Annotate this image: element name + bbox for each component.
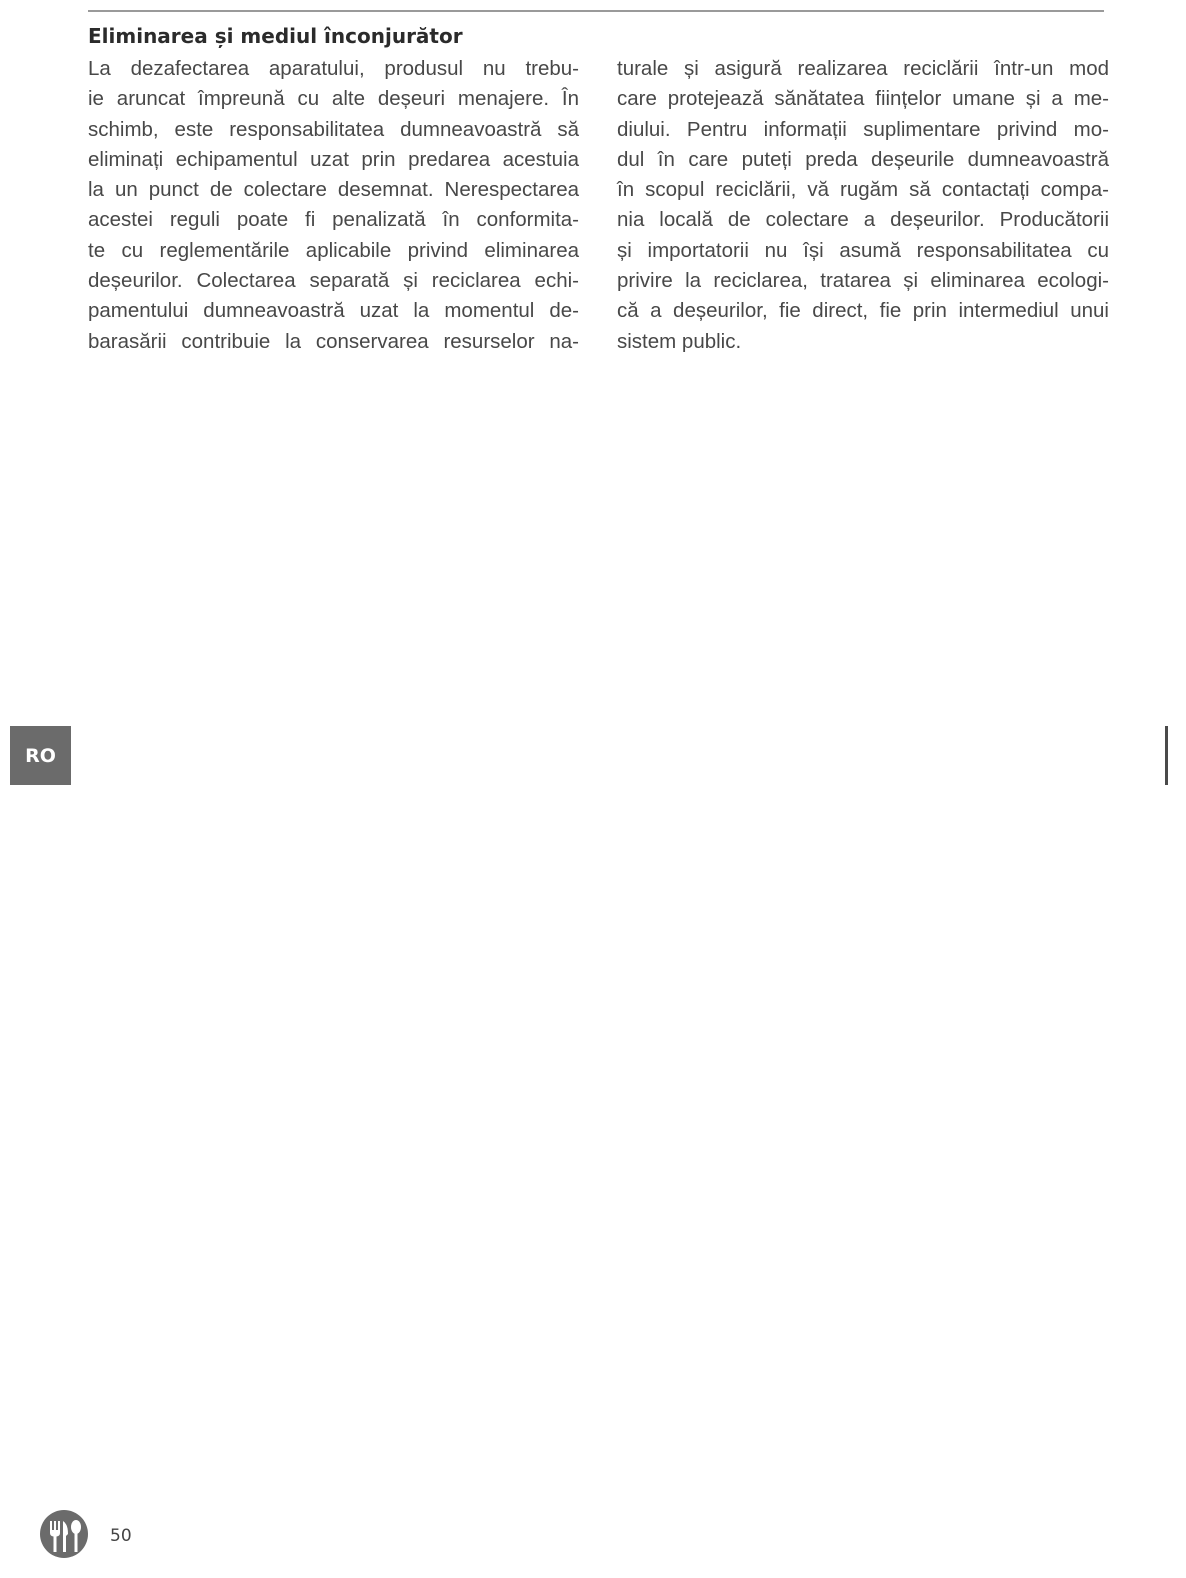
text-line: dul în care puteți preda deșeurile dumneavoastră xyxy=(617,147,1109,171)
text-line: barasării contribuie la conservarea resurselor na- xyxy=(88,329,579,353)
text-line: La dezafectarea aparatului, produsul nu trebu- xyxy=(88,57,579,80)
text-line: schimb, este responsabilitatea dumneavoastră să xyxy=(88,117,579,141)
text-line: te cu reglementările aplicabile privind eliminarea xyxy=(88,238,579,262)
page-number: 50 xyxy=(110,1526,132,1546)
text-line: care protejează sănătatea ființelor umane și a me- xyxy=(617,87,1109,111)
text-line: diului. Pentru informații suplimentare privind mo- xyxy=(617,117,1109,141)
text-line: că a deșeurilor, fie direct, fie prin intermediul unui xyxy=(617,299,1109,323)
language-tab xyxy=(10,726,71,785)
cutlery-icon xyxy=(40,1510,88,1558)
text-line: nia locală de colectare a deșeurilor. Producătorii xyxy=(617,208,1109,232)
text-line: turale și asigură realizarea reciclării într-un mod xyxy=(617,57,1109,80)
text-line: sistem public. xyxy=(617,329,742,353)
section-title: Eliminarea și mediul înconjurător xyxy=(88,24,463,48)
text-line: eliminați echipamentul uzat prin predarea acestuia xyxy=(88,147,579,171)
text-column-left xyxy=(88,54,579,357)
text-line: acestei reguli poate fi penalizată în conformita- xyxy=(88,208,579,232)
text-line: în scopul reciclării, vă rugăm să contactați compa- xyxy=(617,178,1109,202)
text-line: la un punct de colectare desemnat. Nerespectarea xyxy=(88,178,579,202)
text-line: ie aruncat împreună cu alte deșeuri menajere. În xyxy=(88,87,579,111)
text-line: privire la reciclarea, tratarea și eliminarea ecologi- xyxy=(617,269,1109,293)
side-marker xyxy=(1165,726,1168,785)
text-column-right xyxy=(617,54,1109,357)
text-line: deșeurilor. Colectarea separată și reciclarea echi- xyxy=(88,269,579,293)
text-line: pamentului dumneavoastră uzat la momentul de- xyxy=(88,299,579,323)
language-tab-label: RO xyxy=(25,744,56,767)
text-line: și importatorii nu își asumă responsabilitatea cu xyxy=(617,238,1109,262)
top-divider xyxy=(88,10,1104,12)
